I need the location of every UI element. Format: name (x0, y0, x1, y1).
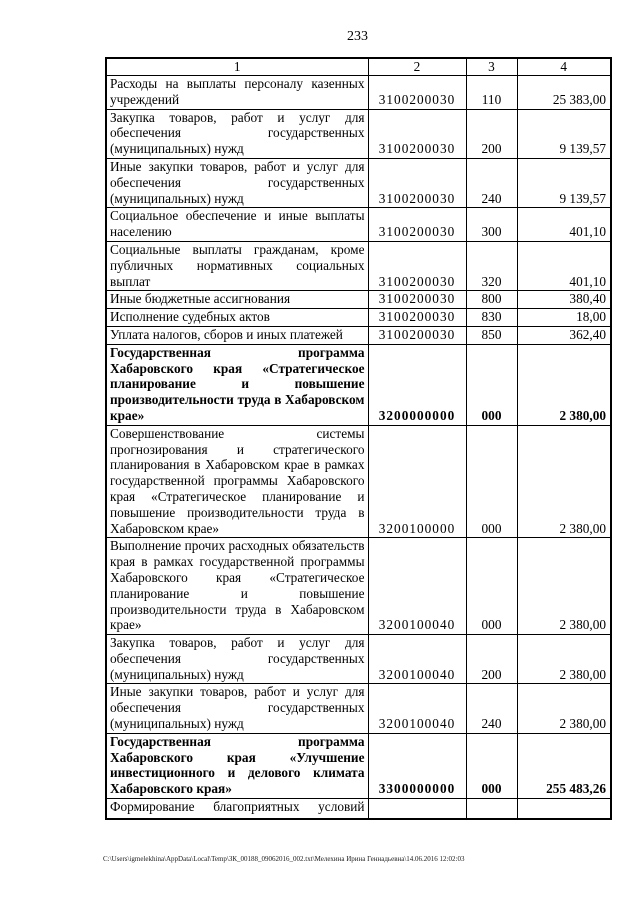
cell-name: Социальное обеспечение и иные выплаты населению (106, 208, 368, 242)
cell-name: Формирование благоприятных условий (106, 799, 368, 820)
table-row (106, 425, 611, 538)
table-row (106, 326, 611, 344)
table-row (106, 635, 611, 684)
cell-code: 3100200030 (368, 208, 466, 242)
cell-name: Иные бюджетные ассигнования (106, 291, 368, 309)
cell-code: 3100200030 (368, 309, 466, 327)
cell-name: Расходы на выплаты персоналу казенных учреждений (106, 76, 368, 110)
table-row (106, 158, 611, 207)
cell-amount: 18,00 (517, 309, 611, 327)
cell-amount: 9 139,57 (517, 158, 611, 207)
cell-code: 3100200030 (368, 241, 466, 290)
table-row (106, 76, 611, 110)
cell-group: 800 (466, 291, 517, 309)
cell-amount: 9 139,57 (517, 109, 611, 158)
cell-name: Государственная программа Хабаровского края «Улучшение инвестиционного и делового климата Хабаровского края» (106, 733, 368, 798)
cell-name: Совершенствование системы прогнозирования и стратегического планирования в Хабаровском крае в рамках государственной программы Хабаровского края «Стратегическое планирование и повышение производительности труда в Хабаровском крае» (106, 425, 368, 538)
table-body (106, 76, 611, 820)
cell-name: Исполнение судебных актов (106, 309, 368, 327)
cell-code: 3200100040 (368, 538, 466, 635)
cell-code: 3200000000 (368, 344, 466, 425)
table-row (106, 291, 611, 309)
cell-amount: 2 380,00 (517, 538, 611, 635)
table-row (106, 538, 611, 635)
cell-code: 3200100040 (368, 684, 466, 733)
header-cell-1: 1 (106, 58, 368, 76)
cell-group: 300 (466, 208, 517, 242)
cell-code: 3100200030 (368, 158, 466, 207)
cell-amount: 362,40 (517, 326, 611, 344)
footer-file-path: C:\Users\igmelekhina\AppData\Local\Temp\ЗК_00188_09062016_002.txt\Мелехина Ирина Геннадьевна\14.06.2016 12:02:03 (103, 855, 465, 863)
cell-amount: 25 383,00 (517, 76, 611, 110)
cell-code (368, 799, 466, 820)
cell-name: Социальные выплаты гражданам, кроме публичных нормативных социальных выплат (106, 241, 368, 290)
cell-name: Закупка товаров, работ и услуг для обеспечения государственных (муниципальных) нужд (106, 635, 368, 684)
table-row (106, 309, 611, 327)
cell-code: 3100200030 (368, 76, 466, 110)
table-row (106, 344, 611, 425)
cell-group: 320 (466, 241, 517, 290)
cell-name: Иные закупки товаров, работ и услуг для обеспечения государственных (муниципальных) нужд (106, 684, 368, 733)
cell-group (466, 799, 517, 820)
cell-group: 200 (466, 109, 517, 158)
cell-code: 3100200030 (368, 326, 466, 344)
cell-amount: 2 380,00 (517, 425, 611, 538)
cell-amount: 380,40 (517, 291, 611, 309)
cell-group: 110 (466, 76, 517, 110)
cell-amount: 401,10 (517, 241, 611, 290)
cell-group: 850 (466, 326, 517, 344)
cell-code: 3200100000 (368, 425, 466, 538)
table-row (106, 109, 611, 158)
table-row (106, 733, 611, 798)
cell-group: 830 (466, 309, 517, 327)
cell-name: Закупка товаров, работ и услуг для обеспечения государственных (муниципальных) нужд (106, 109, 368, 158)
table-row (106, 241, 611, 290)
page-number: 233 (347, 29, 368, 44)
cell-name: Выполнение прочих расходных обязательств края в рамках государственной программы Хабаровского края «Стратегическое планирование и повышение производительности труда в Хабаровском крае» (106, 538, 368, 635)
cell-amount: 2 380,00 (517, 344, 611, 425)
cell-group: 000 (466, 344, 517, 425)
cell-amount: 401,10 (517, 208, 611, 242)
cell-amount: 2 380,00 (517, 684, 611, 733)
cell-name: Иные закупки товаров, работ и услуг для обеспечения государственных (муниципальных) нужд (106, 158, 368, 207)
cell-code: 3300000000 (368, 733, 466, 798)
cell-group: 240 (466, 158, 517, 207)
cell-amount: 2 380,00 (517, 635, 611, 684)
cell-group: 000 (466, 538, 517, 635)
cell-name: Государственная программа Хабаровского края «Стратегическое планирование и повышение производительности труда в Хабаровском крае» (106, 344, 368, 425)
table-header-row (106, 58, 611, 76)
table-row (106, 208, 611, 242)
header-cell-3: 3 (466, 58, 517, 76)
table-row (106, 799, 611, 820)
header-cell-4: 4 (517, 58, 611, 76)
table-row (106, 684, 611, 733)
cell-group: 000 (466, 733, 517, 798)
cell-amount (517, 799, 611, 820)
cell-code: 3200100040 (368, 635, 466, 684)
header-cell-2: 2 (368, 58, 466, 76)
cell-group: 240 (466, 684, 517, 733)
cell-group: 000 (466, 425, 517, 538)
cell-amount: 255 483,26 (517, 733, 611, 798)
cell-code: 3100200030 (368, 109, 466, 158)
cell-code: 3100200030 (368, 291, 466, 309)
budget-table (105, 57, 612, 820)
cell-group: 200 (466, 635, 517, 684)
cell-name: Уплата налогов, сборов и иных платежей (106, 326, 368, 344)
